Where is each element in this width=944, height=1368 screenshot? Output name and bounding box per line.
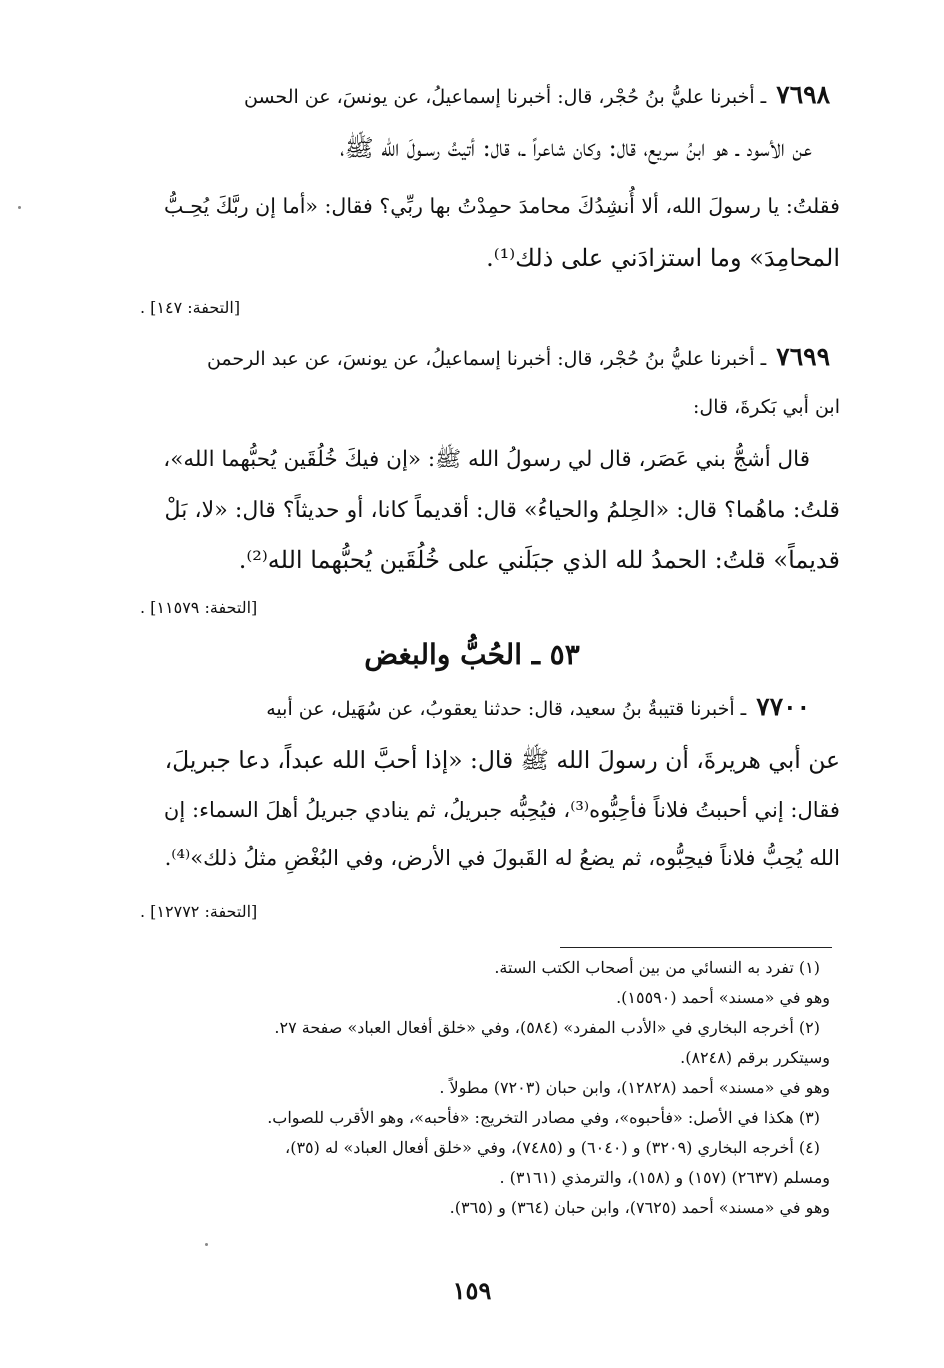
hadith-line: عن الأسود ـ هو ابنُ سريع، قال: وكان شاعراً ـ، قال: أتيتُ رسـولَ الله ﷺ، — [339, 134, 812, 162]
footnote-line: (٢) أخرجه البخاري في «الأدب المفرد» (٥٨٤)، وفي «خلق أفعال العباد» صفحة ٢٧. — [274, 1018, 820, 1037]
tuhfa-text: [التحفة: ١١٥٧٩] . — [140, 598, 258, 617]
hadith-line — [266, 692, 810, 724]
hadith-text: ـ أخبرنا قتيبةُ بنُ سعيد، قال: حدثنا يعقوبُ، عن سُهَيل، عن أبيه — [266, 698, 747, 720]
footnote-line: ومسلم (٢٦٣٧) (١٥٧) و (١٥٨)، والترمذي (٣١٦١) . — [499, 1168, 830, 1187]
tuhfa-reference — [140, 596, 440, 620]
section-heading: ٥٣ ـ الحُبُّ والبغض — [364, 638, 580, 671]
scan-speck — [18, 206, 21, 209]
hadith-number: ٧٧٠٠ — [756, 692, 810, 721]
footnotes — [130, 956, 830, 1246]
hadith-line: فقلتُ: يا رسولَ الله، ألا أُنشِدُكَ محامدَ حمِدْتُ بها ربِّي؟ فقال: «أما إن ربَّكَ يُحِـبُّ — [164, 194, 840, 218]
footnote-line: (١) تفرد به النسائي من بين أصحاب الكتب الستة. — [494, 958, 820, 977]
tuhfa-text: [التحفة: ١٢٧٧٢] . — [140, 902, 258, 921]
footnote-line: وهو في «مسند» أحمد (٧٦٢٥)، وابن حبان (٣٦٤) و (٣٦٥). — [449, 1198, 830, 1217]
hadith-line: قديماً» قلتُ: الحمدُ لله الذي جبَلَني على خُلُقَين يُحبُّهما الله⁽²⁾. — [238, 546, 840, 574]
footnote-line: (٣) هكذا في الأصل: «فأحبوه»، وفي مصادر التخريج: «فأحبه»، وهو الأقرب للصواب. — [267, 1108, 820, 1127]
footnote-line: وسيتكرر برقم (٨٢٤٨). — [680, 1048, 830, 1067]
footnote-line: وهو في «مسند» أحمد (١٢٨٢٨)، وابن حبان (٧٢٠٣) مطولاً . — [439, 1078, 830, 1097]
scan-speck — [205, 1243, 208, 1246]
footnote-line: (٤) أخرجه البخاري (٣٢٠٩) و (٦٠٤٠) و (٧٤٨٥)، وفي «خلق أفعال العباد» له (٣٥)، — [285, 1138, 820, 1157]
hadith-line — [207, 342, 830, 374]
hadith-line: قال أشجُّ بني عَصَر، قال لي رسولُ الله ﷺ: «إن فيكَ خُلُقَين يُحبُّهما الله»، — [163, 447, 810, 472]
hadith-7699 — [150, 340, 840, 590]
page-number: ١٥٩ — [452, 1276, 492, 1305]
hadith-line: عن أبي هريرةَ، أن رسولَ الله ﷺ قال: «إذا أحبَّ الله عبداً، دعا جبريلَ، — [164, 746, 840, 774]
hadith-7698 — [150, 78, 840, 278]
hadith-number: ٧٦٩٩ — [776, 342, 830, 371]
hadith-7700 — [150, 690, 840, 890]
footnote-line: وهو في «مسند» أحمد (١٥٥٩٠). — [616, 988, 830, 1007]
hadith-line — [244, 80, 830, 112]
hadith-line: قلتُ: ماهُما؟ قال: «الحِلمُ والحياءُ» قال: أقديماً كانا، أو حديثاً؟ قال: «لا، بَلْ — [164, 497, 840, 523]
hadith-line: فقال: إني أحببتُ فلاناً فأحِبُّوه⁽³⁾، فيُحِبُّه جبريلُ، ثم ينادي جبريلُ أهلَ السماء: إن — [163, 797, 840, 822]
hadith-text: ـ أخبرنا عليُّ بنُ حُجْر، قال: أخبرنا إسماعيلُ، عن يونسَ، عن عبد الرحمن — [206, 348, 767, 370]
footnote-separator — [560, 947, 832, 948]
hadith-line: المحامِدَ» وما استزادَني على ذلك⁽¹⁾. — [486, 244, 840, 272]
tuhfa-reference — [140, 900, 440, 924]
hadith-line: ابن أبي بَكرةَ، قال: — [693, 396, 840, 418]
hadith-number: ٧٦٩٨ — [776, 80, 830, 109]
tuhfa-text: [التحفة: ١٤٧] . — [140, 298, 241, 317]
hadith-line: الله يُحِبُّ فلاناً فيحِبُّوه، ثم يضعُ له القَبولَ في الأرض، وفي البُغْضِ مثلُ ذلك»⁽⁴⁾. — [164, 845, 840, 870]
hadith-text: ـ أخبرنا عليُّ بنُ حُجْر، قال: أخبرنا إسماعيلُ، عن يونسَ، عن الحسن — [244, 86, 767, 108]
tuhfa-reference — [140, 296, 440, 320]
